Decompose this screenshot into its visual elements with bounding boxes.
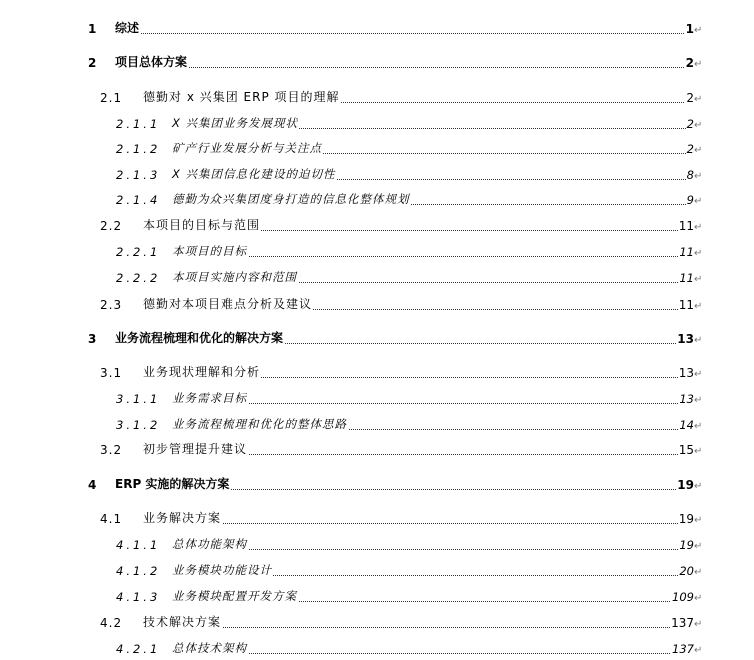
- toc-entry-number: 4.1: [100, 512, 123, 526]
- dot-leader: [143, 523, 688, 524]
- toc-entry-level-3[interactable]: [0, 562, 754, 582]
- toc-entry-number: 3.2: [100, 443, 123, 457]
- toc-entry-title[interactable]: 德勤为众兴集团度身打造的信息化整体规划: [172, 192, 410, 206]
- toc-entry-page-number: 15: [678, 443, 694, 457]
- toc-entry-number: 4: [88, 478, 97, 492]
- toc-entry-title[interactable]: 业务流程梳理和优化的整体思路: [172, 417, 347, 431]
- toc-entry-title[interactable]: 本项目的目标: [172, 244, 247, 258]
- paragraph-mark-icon: ↵: [694, 301, 703, 312]
- toc-entry-number: 4.1.2: [116, 564, 161, 578]
- toc-entry-page-number: 8: [686, 168, 694, 182]
- toc-entry-title[interactable]: 矿产行业发展分析与关注点: [172, 141, 322, 155]
- paragraph-mark-icon: ↵: [694, 120, 703, 131]
- paragraph-mark-icon: ↵: [694, 335, 703, 346]
- toc-entry-title[interactable]: 业务模块配置开发方案: [172, 589, 297, 603]
- toc-entry-title[interactable]: X 兴集团信息化建设的迫切性: [172, 167, 336, 181]
- toc-entry-level-2[interactable]: [0, 296, 754, 316]
- paragraph-mark-icon: ↵: [694, 145, 703, 156]
- toc-entry-page-number: 13: [677, 332, 694, 346]
- toc-entry-number: 2.2.2: [116, 271, 161, 285]
- toc-entry-title[interactable]: 业务需求目标: [172, 391, 247, 405]
- toc-entry-level-3[interactable]: [0, 269, 754, 289]
- paragraph-mark-icon: ↵: [694, 59, 703, 70]
- dot-leader: [172, 403, 688, 404]
- toc-entry-number: 2: [88, 56, 97, 70]
- toc-entry-page-number: 11: [679, 245, 694, 259]
- toc-entry-level-3[interactable]: [0, 166, 754, 186]
- paragraph-mark-icon: ↵: [694, 593, 703, 604]
- dot-leader: [115, 33, 688, 34]
- toc-entry-number: 4.1.1: [116, 538, 161, 552]
- toc-entry-title[interactable]: 本项目实施内容和范围: [172, 270, 297, 284]
- paragraph-mark-icon: ↵: [694, 446, 703, 457]
- toc-entry-level-1[interactable]: [0, 20, 754, 40]
- toc-entry-title[interactable]: X 兴集团业务发展现状: [172, 116, 299, 130]
- toc-entry-level-1[interactable]: [0, 476, 754, 496]
- paragraph-mark-icon: ↵: [694, 541, 703, 552]
- toc-entry-level-2[interactable]: [0, 614, 754, 634]
- toc-entry-title[interactable]: 总体技术架构: [172, 641, 247, 655]
- toc-entry-level-2[interactable]: [0, 89, 754, 109]
- toc-entry-number: 2.1.4: [116, 193, 161, 207]
- toc-entry-title[interactable]: 德勤对本项目难点分析及建议: [143, 297, 313, 311]
- paragraph-mark-icon: ↵: [694, 645, 703, 656]
- toc-entry-number: 3.1.1: [116, 392, 161, 406]
- dot-leader: [143, 627, 688, 628]
- toc-entry-level-1[interactable]: [0, 54, 754, 74]
- toc-entry-title[interactable]: 综述: [115, 21, 140, 35]
- toc-entry-number: 3.1: [100, 366, 123, 380]
- toc-entry-number: 2.2: [100, 219, 123, 233]
- toc-entry-number: 2.1.3: [116, 168, 161, 182]
- dot-leader: [172, 256, 688, 257]
- paragraph-mark-icon: ↵: [694, 421, 703, 432]
- toc-entry-page-number: 19: [677, 478, 694, 492]
- paragraph-mark-icon: ↵: [694, 25, 703, 36]
- toc-entry-number: 4.2: [100, 616, 123, 630]
- toc-entry-page-number: 19: [679, 538, 694, 552]
- toc-entry-level-1[interactable]: [0, 330, 754, 350]
- toc-entry-title[interactable]: 业务流程梳理和优化的解决方案: [115, 331, 284, 345]
- toc-entry-title[interactable]: 技术解决方案: [143, 615, 222, 629]
- toc-entry-number: 3.1.2: [116, 418, 161, 432]
- toc-entry-page-number: 2: [686, 117, 694, 131]
- toc-entry-number: 2.1: [100, 91, 123, 105]
- paragraph-mark-icon: ↵: [694, 222, 703, 233]
- toc-entry-page-number: 11: [679, 271, 694, 285]
- toc-entry-page-number: 137: [671, 616, 694, 630]
- paragraph-mark-icon: ↵: [694, 94, 703, 105]
- toc-entry-page-number: 11: [678, 219, 694, 233]
- toc-entry-title[interactable]: 德勤对 x 兴集团 ERP 项目的理解: [143, 90, 340, 104]
- paragraph-mark-icon: ↵: [694, 248, 703, 259]
- toc-entry-level-3[interactable]: [0, 640, 754, 660]
- toc-entry-page-number: 109: [672, 590, 694, 604]
- paragraph-mark-icon: ↵: [694, 171, 703, 182]
- toc-entry-page-number: 14: [679, 418, 694, 432]
- toc-entry-page-number: 137: [672, 642, 694, 656]
- toc-entry-number: 2.3: [100, 298, 123, 312]
- toc-entry-level-3[interactable]: [0, 416, 754, 436]
- toc-entry-level-3[interactable]: [0, 243, 754, 263]
- toc-entry-number: 3: [88, 332, 97, 346]
- toc-entry-title[interactable]: 项目总体方案: [115, 55, 188, 69]
- toc-entry-page-number: 1: [685, 22, 694, 36]
- toc-entry-number: 2.1.2: [116, 142, 161, 156]
- toc-entry-level-3[interactable]: [0, 191, 754, 211]
- toc-entry-title[interactable]: 业务解决方案: [143, 511, 222, 525]
- paragraph-mark-icon: ↵: [694, 481, 703, 492]
- dot-leader: [115, 67, 688, 68]
- dot-leader: [172, 549, 688, 550]
- toc-entry-title[interactable]: 业务模块功能设计: [172, 563, 272, 577]
- toc-entry-page-number: 11: [678, 298, 694, 312]
- toc-entry-page-number: 13: [679, 392, 694, 406]
- toc-entry-level-3[interactable]: [0, 140, 754, 160]
- toc-entry-number: 4.2.1: [116, 642, 161, 656]
- toc-entry-level-3[interactable]: [0, 536, 754, 556]
- paragraph-mark-icon: ↵: [694, 369, 703, 380]
- toc-entry-page-number: 2: [686, 142, 694, 156]
- toc-entry-page-number: 2: [685, 56, 694, 70]
- toc-entry-level-2[interactable]: [0, 441, 754, 461]
- toc-entry-title[interactable]: 业务现状理解和分析: [143, 365, 261, 379]
- paragraph-mark-icon: ↵: [694, 395, 703, 406]
- toc-entry-page-number: 13: [678, 366, 694, 380]
- toc-entry-title[interactable]: 本项目的目标与范围: [143, 218, 261, 232]
- toc-entry-page-number: 20: [679, 564, 694, 578]
- toc-entry-level-3[interactable]: [0, 588, 754, 608]
- toc-entry-level-3[interactable]: [0, 390, 754, 410]
- toc-entry-title[interactable]: 总体功能架构: [172, 537, 247, 551]
- paragraph-mark-icon: ↵: [694, 196, 703, 207]
- toc-entry-level-3[interactable]: [0, 115, 754, 135]
- toc-entry-number: 2.1.1: [116, 117, 161, 131]
- toc-entry-level-2[interactable]: [0, 364, 754, 384]
- toc-entry-page-number: 9: [686, 193, 694, 207]
- paragraph-mark-icon: ↵: [694, 274, 703, 285]
- toc-entry-number: 4.1.3: [116, 590, 161, 604]
- toc-entry-title[interactable]: 初步管理提升建议: [143, 442, 248, 456]
- toc-entry-level-2[interactable]: [0, 510, 754, 530]
- toc-entry-page-number: 19: [678, 512, 694, 526]
- paragraph-mark-icon: ↵: [694, 567, 703, 578]
- paragraph-mark-icon: ↵: [694, 619, 703, 630]
- toc-entry-number: 2.2.1: [116, 245, 161, 259]
- toc-entry-title[interactable]: ERP 实施的解决方案: [115, 477, 230, 491]
- paragraph-mark-icon: ↵: [694, 515, 703, 526]
- toc-entry-level-2[interactable]: [0, 217, 754, 237]
- toc-entry-number: 1: [88, 22, 97, 36]
- toc-entry-page-number: 2: [686, 91, 694, 105]
